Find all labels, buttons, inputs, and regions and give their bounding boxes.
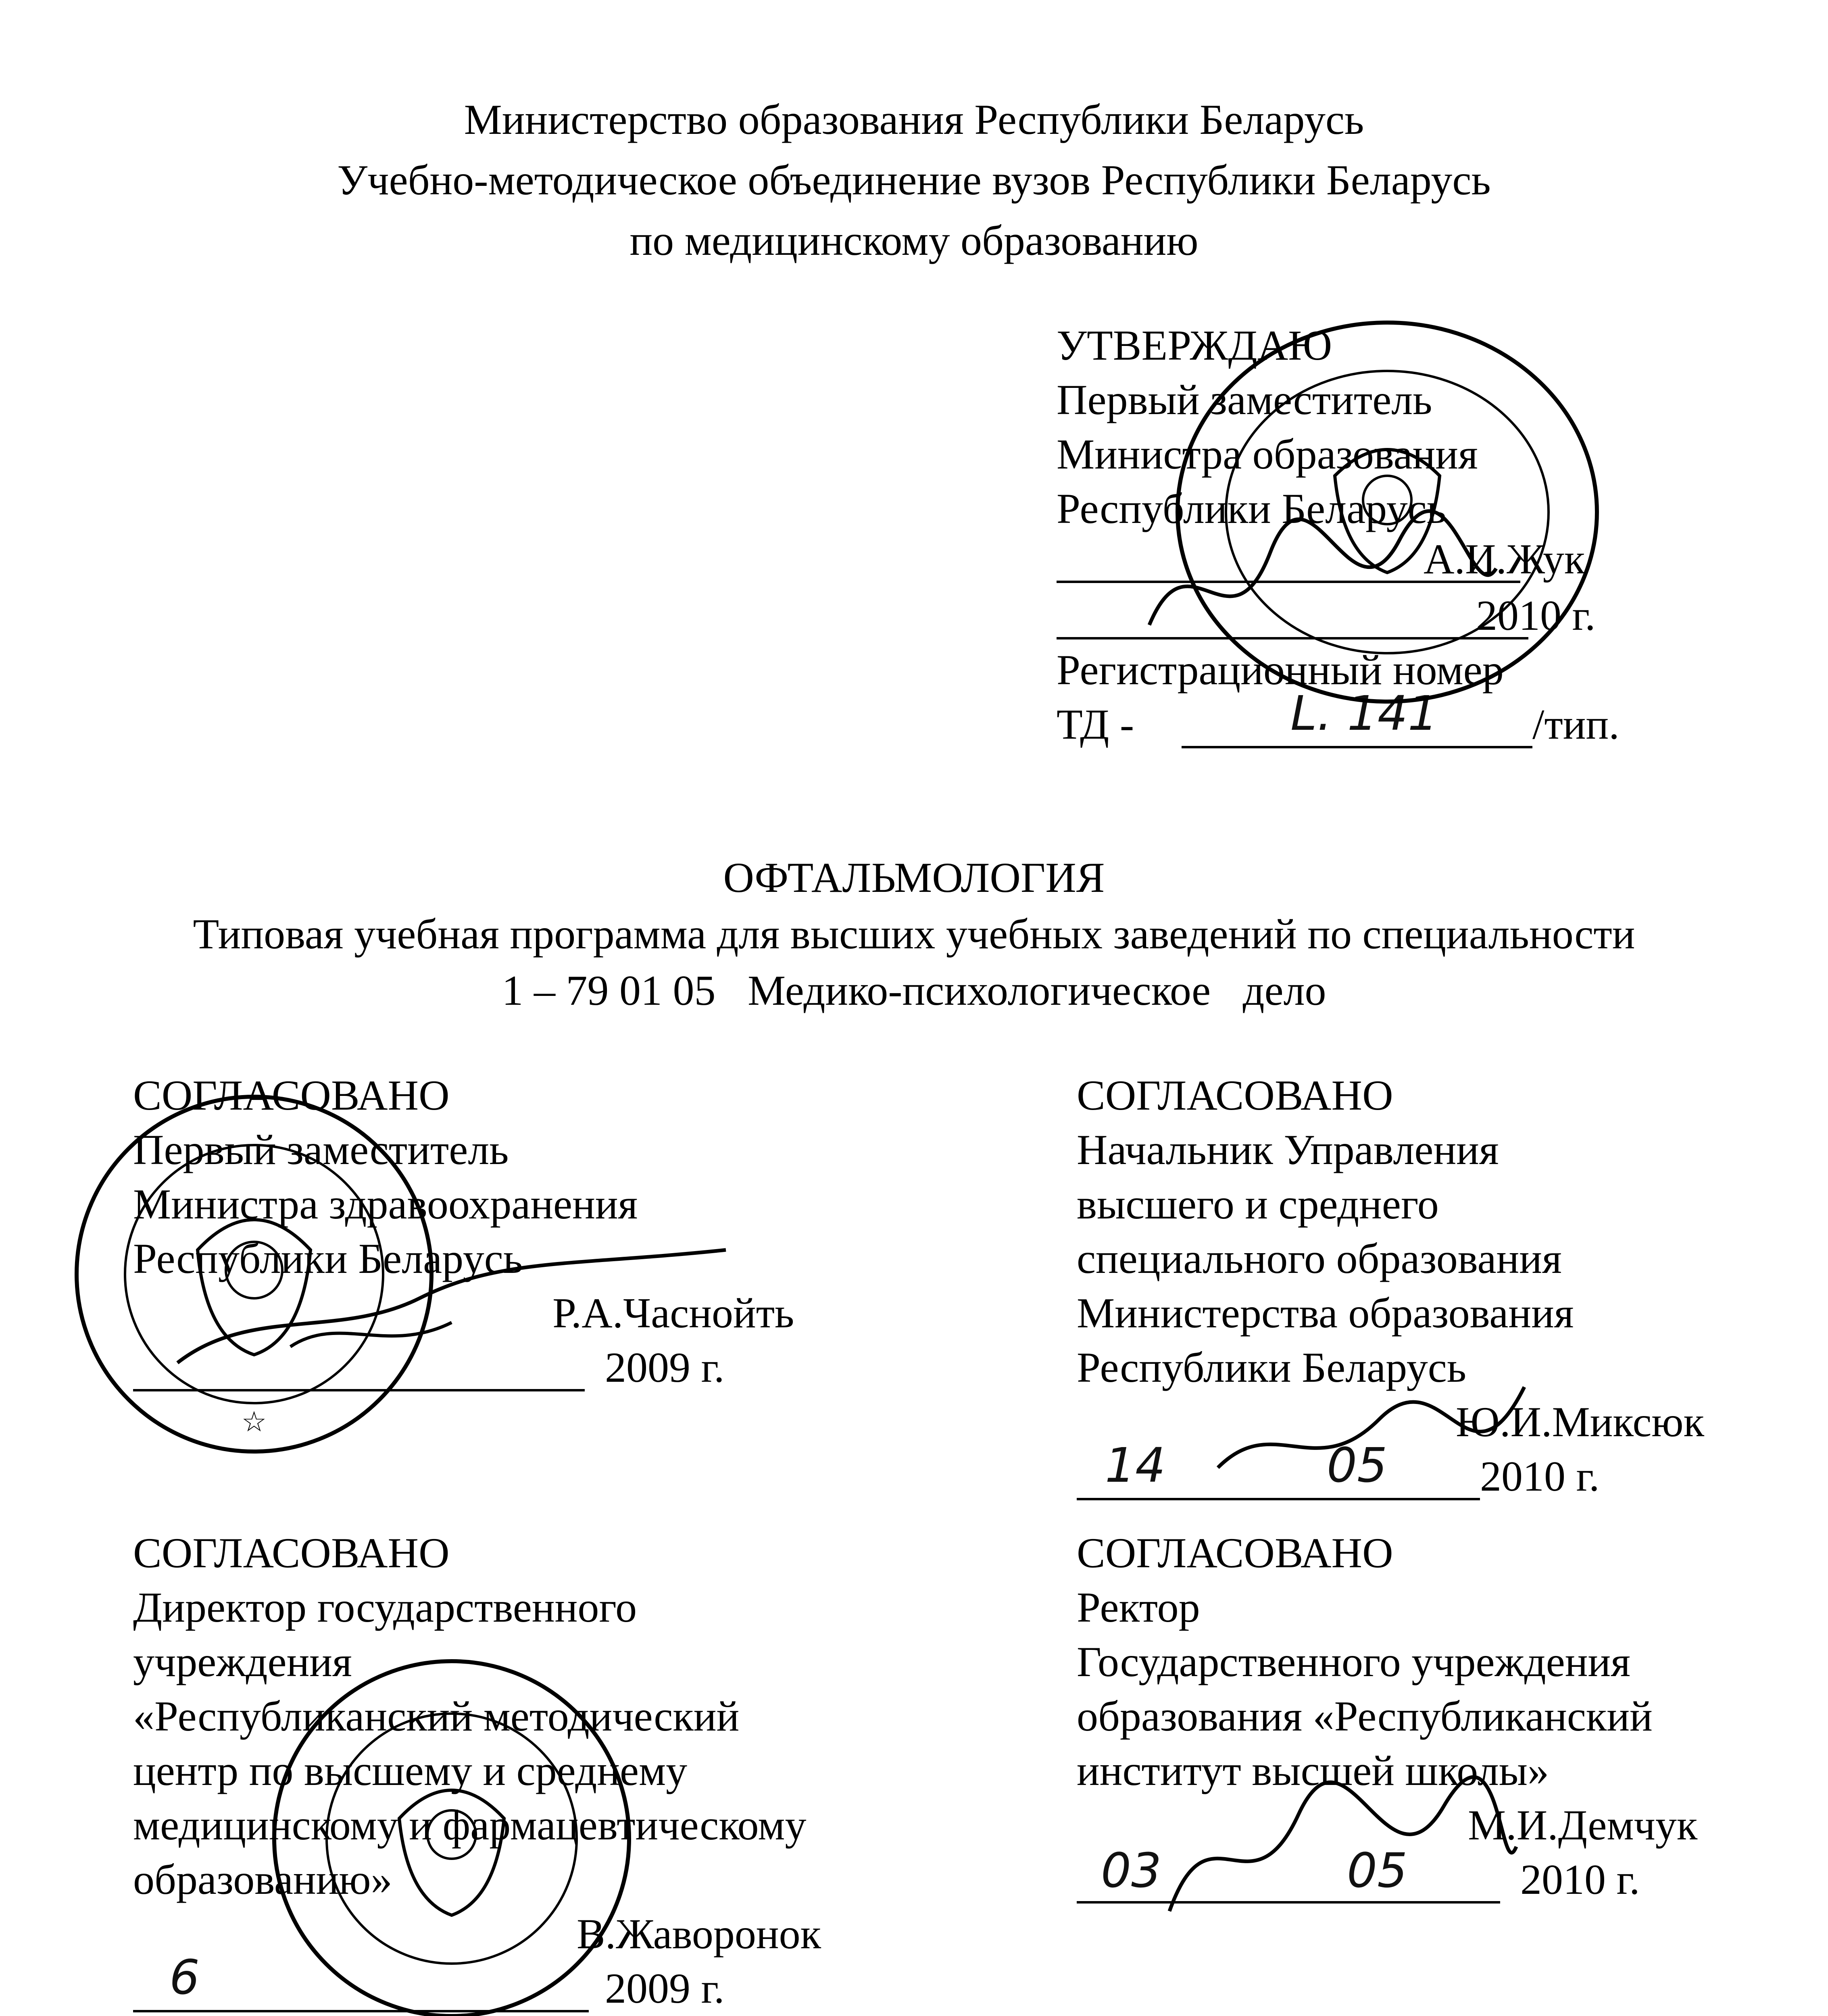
agreement-year: 2010 г.	[1480, 1453, 1600, 1500]
agreement-line: образования «Республиканский	[1077, 1693, 1653, 1740]
umo-line: Учебно-методическое объединение вузов Республики Беларусь	[337, 156, 1491, 204]
signature-health	[169, 1234, 734, 1395]
document-subtitle: Типовая учебная программа для высших учебных заведений по специальности	[193, 910, 1635, 958]
agreement-line: Государственного учреждения	[1077, 1638, 1630, 1685]
umo-line-3: по медицинскому образованию	[629, 217, 1199, 264]
agreement-line: Директор государственного	[133, 1584, 637, 1631]
signature-education-dept	[1210, 1363, 1532, 1532]
agreement-line: «Республиканский методический	[133, 1693, 740, 1740]
agreement-signer: Ю.И.Миксюк	[1456, 1398, 1705, 1445]
agreement-line: образованию»	[133, 1856, 392, 1903]
agreement-year: 2010 г.	[1520, 1856, 1640, 1903]
document-subject: ОФТАЛЬМОЛОГИЯ	[723, 854, 1105, 901]
agreement-line: Первый заместитель	[133, 1126, 509, 1173]
handwritten-month: 05	[1327, 1437, 1388, 1493]
approval-year: 2010 г.	[1476, 592, 1596, 639]
approval-line-3: Республики Беларусь	[1057, 485, 1447, 532]
td-number-handwritten: L. 141	[1290, 685, 1438, 741]
handwritten-day: 03	[1101, 1843, 1162, 1898]
agreement-line: Начальник Управления	[1077, 1126, 1499, 1173]
agreement-line: Министерства образования	[1077, 1289, 1574, 1337]
agreement-signer: Р.А.Часнойть	[552, 1289, 794, 1337]
specialty-code: 1 – 79 01 05 Медико-психологическое дело	[502, 967, 1326, 1014]
agreement-signer: В.Жаворонок	[577, 1910, 821, 1958]
reg-number-label: Регистрационный номер	[1057, 646, 1504, 694]
agreement-title: СОГЛАСОВАНО	[133, 1072, 450, 1119]
approval-line-2: Министра образования	[1057, 431, 1478, 478]
agreement-line: Ректор	[1077, 1584, 1200, 1631]
td-prefix: ТД -	[1057, 701, 1134, 748]
agreement-line: институт высшей школы»	[1077, 1747, 1549, 1794]
svg-text:☆: ☆	[241, 1405, 267, 1438]
agreement-line: специального образования	[1077, 1235, 1562, 1282]
agreement-line: Министра здравоохранения	[133, 1181, 638, 1228]
handwritten-day: 14	[1105, 1437, 1166, 1493]
handwritten-day: 6	[169, 1949, 200, 2005]
ministry-line: Министерство образования Республики Беларусь	[464, 96, 1364, 143]
method-center-seal	[250, 1637, 653, 2016]
agreement-signer: М.И.Демчук	[1468, 1801, 1698, 1849]
agreement-year: 2009 г.	[605, 1344, 725, 1391]
agreement-title: СОГЛАСОВАНО	[1077, 1072, 1393, 1119]
signature-institute	[1161, 1766, 1524, 1935]
agreement-title: СОГЛАСОВАНО	[1077, 1529, 1393, 1577]
td-number-line	[1182, 746, 1532, 748]
agreement-line: центр по высшему и среднему	[133, 1747, 688, 1794]
handwritten-month: 05	[1347, 1843, 1408, 1898]
agreement-line: высшего и среднего	[1077, 1181, 1439, 1228]
agreement-line: учреждения	[133, 1638, 352, 1685]
agreement-line: Республики Беларусь	[133, 1235, 523, 1282]
approval-signer: А.И.Жук	[1424, 535, 1585, 583]
approval-title: УТВЕРЖДАЮ	[1057, 322, 1332, 369]
agreement-year: 2009 г.	[605, 1965, 725, 2012]
agreement-line: медицинскому и фармацевтическому	[133, 1801, 807, 1849]
td-suffix: /тип.	[1532, 701, 1620, 748]
agreement-title: СОГЛАСОВАНО	[133, 1529, 450, 1577]
signature-minister	[1141, 504, 1504, 665]
agreement-line: Республики Беларусь	[1077, 1344, 1467, 1391]
approval-line-1: Первый заместитель	[1057, 376, 1432, 423]
